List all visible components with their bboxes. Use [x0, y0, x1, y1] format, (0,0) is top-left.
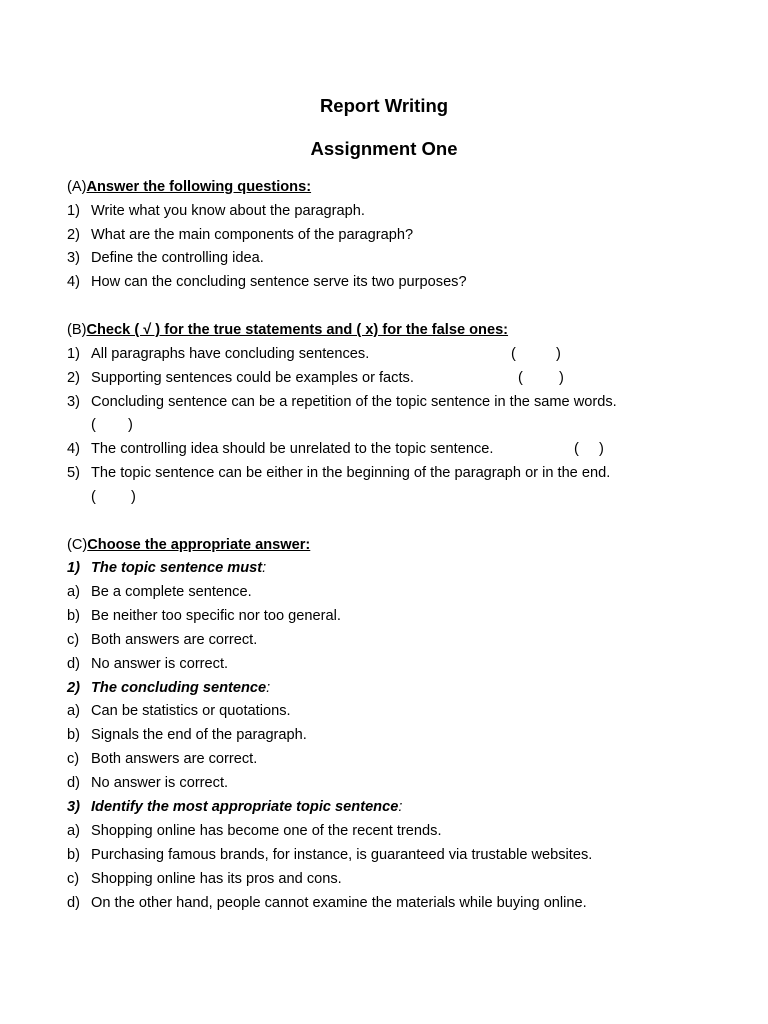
option-text: No answer is correct. [91, 775, 229, 791]
question-text: The topic sentence must [91, 560, 263, 576]
question-number: 2) [67, 680, 80, 696]
answer-option [67, 868, 342, 890]
answer-paren-open: ( [511, 346, 516, 362]
section-b-title: Check ( √ ) for the true statements and ( x) for the false ones: [86, 322, 509, 338]
answer-paren-open: ( [91, 417, 96, 433]
section-a-item [67, 200, 365, 222]
answer-paren-close: ) [599, 441, 604, 457]
answer-option [67, 605, 341, 627]
answer-option [67, 581, 252, 603]
option-text: Both answers are correct. [91, 751, 258, 767]
section-a-item [67, 224, 413, 246]
question-text: The concluding sentence [91, 680, 267, 696]
option-text: Shopping online has become one of the recent trends. [91, 823, 442, 839]
answer-paren-close: ) [559, 370, 564, 386]
question-colon: : [266, 680, 271, 696]
option-letter: b) [67, 727, 80, 743]
answer-option [67, 629, 257, 651]
option-letter: a) [67, 823, 80, 839]
section-a-item [67, 271, 467, 293]
question-colon: : [262, 560, 267, 576]
section-b-item [67, 391, 617, 413]
option-letter: d) [67, 775, 80, 791]
item-text: The controlling idea should be unrelated to the topic sentence. [91, 441, 494, 457]
option-text: Be neither too specific nor too general. [91, 608, 341, 624]
option-letter: d) [67, 895, 80, 911]
answer-option [67, 724, 307, 746]
answer-option [67, 700, 291, 722]
answer-paren-open: ( [574, 441, 579, 457]
section-b-item [67, 462, 610, 484]
option-text: Signals the end of the paragraph. [91, 727, 307, 743]
item-text: Write what you know about the paragraph. [91, 203, 365, 219]
question-text: Identify the most appropriate topic sentence [91, 799, 399, 815]
answer-paren-close: ) [556, 346, 561, 362]
option-text: No answer is correct. [91, 656, 229, 672]
answer-paren-open: ( [518, 370, 523, 386]
option-text: On the other hand, people cannot examine the materials while buying online. [91, 895, 587, 911]
section-a-title: Answer the following questions: [86, 179, 312, 195]
item-text: The topic sentence can be either in the beginning of the paragraph or in the end. [91, 465, 611, 481]
answer-option [67, 748, 257, 770]
option-letter: a) [67, 703, 80, 719]
section-a-heading [67, 176, 311, 198]
item-number: 1) [67, 203, 80, 219]
option-text: Both answers are correct. [91, 632, 258, 648]
item-number: 3) [67, 394, 80, 410]
question-prompt [67, 557, 266, 579]
option-text: Be a complete sentence. [91, 584, 252, 600]
answer-option [67, 653, 228, 675]
option-letter: c) [67, 632, 80, 648]
item-text: All paragraphs have concluding sentences. [91, 346, 370, 362]
answer-paren-open: ( [91, 489, 96, 505]
answer-paren-close: ) [128, 417, 133, 433]
question-colon: : [398, 799, 403, 815]
section-b-item [67, 343, 369, 365]
item-text: What are the main components of the paragraph? [91, 227, 414, 243]
answer-option [67, 772, 228, 794]
option-letter: d) [67, 656, 80, 672]
item-number: 5) [67, 465, 80, 481]
option-letter: c) [67, 871, 80, 887]
item-text: Supporting sentences could be examples or facts. [91, 370, 414, 386]
document-subtitle: Assignment One [310, 138, 458, 159]
item-number: 4) [67, 274, 80, 290]
section-b-heading [67, 319, 508, 341]
item-text: Define the controlling idea. [91, 250, 264, 266]
section-c-heading [67, 534, 310, 556]
option-letter: b) [67, 847, 80, 863]
item-number: 3) [67, 250, 80, 266]
item-number: 2) [67, 370, 80, 386]
answer-option [67, 820, 442, 842]
question-number: 3) [67, 799, 80, 815]
section-b-mark: (B) [67, 322, 87, 338]
section-c-title: Choose the appropriate answer: [87, 537, 311, 553]
option-letter: b) [67, 608, 80, 624]
option-text: Can be statistics or quotations. [91, 703, 291, 719]
option-letter: a) [67, 584, 80, 600]
question-prompt [67, 677, 270, 699]
answer-option [67, 844, 592, 866]
document-title: Report Writing [319, 95, 449, 116]
item-number: 1) [67, 346, 80, 362]
section-c-mark: (C) [67, 537, 88, 553]
section-b-item [67, 438, 493, 460]
question-number: 1) [67, 560, 80, 576]
answer-option [67, 892, 587, 914]
item-number: 2) [67, 227, 80, 243]
section-a-mark: (A) [67, 179, 87, 195]
option-text: Shopping online has its pros and cons. [91, 871, 342, 887]
item-number: 4) [67, 441, 80, 457]
answer-paren-close: ) [131, 489, 136, 505]
section-b-item [67, 367, 414, 389]
question-prompt [67, 796, 402, 818]
section-a-item [67, 247, 264, 269]
item-text: Concluding sentence can be a repetition of the topic sentence in the same words. [91, 394, 617, 410]
item-text: How can the concluding sentence serve its two purposes? [91, 274, 467, 290]
option-text: Purchasing famous brands, for instance, is guaranteed via trustable websites. [91, 847, 593, 863]
option-letter: c) [67, 751, 80, 767]
